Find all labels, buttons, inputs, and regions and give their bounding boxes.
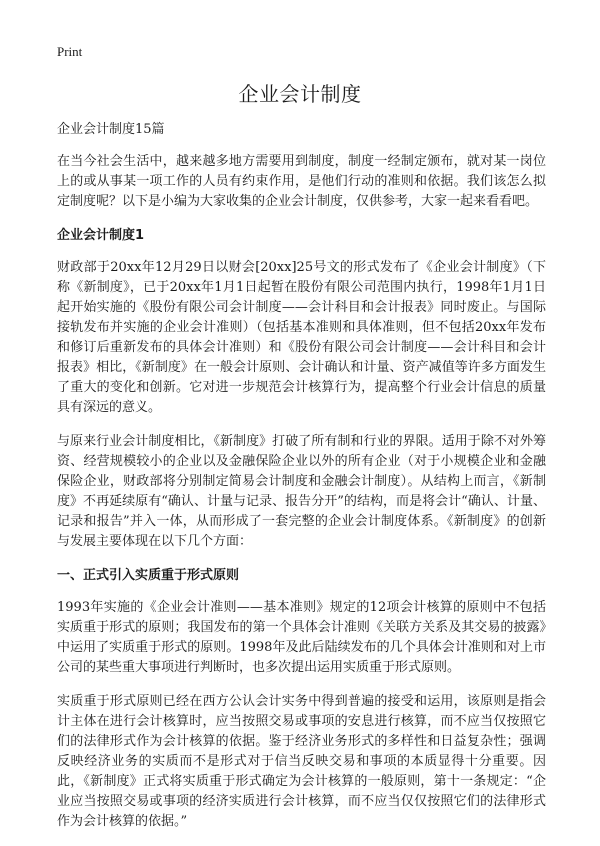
print-link[interactable]: Print — [57, 44, 83, 59]
section-1-paragraph-2: 与原来行业会计制度相比，《新制度》打破了所有制和行业的界限。适用于除不对外筹资、经营规模较小的企业以及金融保险企业以外的所有企业（对于小规模企业和金融保险企业，财政部将分别制定简易会计制度和金融会计制度）。从结构上而言，《新制度》不再延续原有“确认、计量与记录、报告分开”的结构，而是将会计“确认、计量、记录和报告”并入一体，从而形成了一套完整的企业会计制度体系。《新制度》的创新与发展主要体现在以下几个方面： — [57, 434, 546, 549]
section-1-paragraph-1: 财政部于20xx年12月29日以财会[20xx]25号文的形式发布了《企业会计制度》（下称《新制度》，已于20xx年1月1日起暂在股份有限公司范围内执行，1998年1月1日起开始实施的《股份有限公司会计制度——会计科目和会计报表》同时废止。与国际接轨发布并实施的企业会计准则）（包括基本准则和具体准则，但不包括20xx年发布和修订后重新发布的具体会计准则）和《股份有限公司会计制度——会计科目和会计报表》相比，《新制度》在一般会计原则、会计确认和计量、资产减值等许多方面发生了重大的变化和创新。它对进一步规范会计核算行为，提高整个行业会计信息的质量具有深远的意义。 — [57, 260, 546, 415]
page-title: 企业会计制度 — [238, 82, 362, 106]
document-body — [57, 120, 546, 846]
section-2-paragraph-1: 1993年实施的《企业会计准则——基本准则》规定的12项会计核算的原则中不包括实质重于形式的原则；我国发布的第一个具体会计准则《关联方关系及其交易的披露》中运用了实质重于形式的原则。1998年及此后陆续发布的几个具体会计准则和对上市公司的某些重大事项进行判断时，也多次提出运用实质重于形式原则。 — [57, 600, 546, 675]
intro-paragraph: 在当今社会生活中，越来越多地方需要用到制度，制度一经制定颁布，就对某一岗位上的或从事某一项工作的人员有约束作用，是他们行动的准则和依据。我们该怎么拟定制度呢？以下是小编为大家收集的企业会计制度，仅供参考，大家一起来看看吧。 — [57, 154, 546, 209]
section-heading-2: 一、正式引入实质重于形式原则 — [57, 568, 240, 583]
section-2-paragraph-2: 实质重于形式原则已经在西方公认会计实务中得到普遍的接受和运用，该原则是指会计主体在进行会计核算时，应当按照交易或事项的安息进行核算，而不应当仅按照它们的法律形式作为会计核算的依据。鉴于经济业务形式的多样性和日益复杂性；强调反映经济业务的实质而不是形式对于信当反映交易和事项的本质显得十分重要。因此，《新制度》正式将实质重于形式确定为会计核算的一般原则，第十一条规定：“企业应当按照交易或事项的经济实质进行会计核算，而不应当仅仅按照它们的法律形式作为会计核算的依据。” — [57, 694, 546, 829]
section-heading-1: 企业会计制度1 — [57, 228, 145, 243]
document-subtitle: 企业会计制度15篇 — [57, 122, 165, 137]
